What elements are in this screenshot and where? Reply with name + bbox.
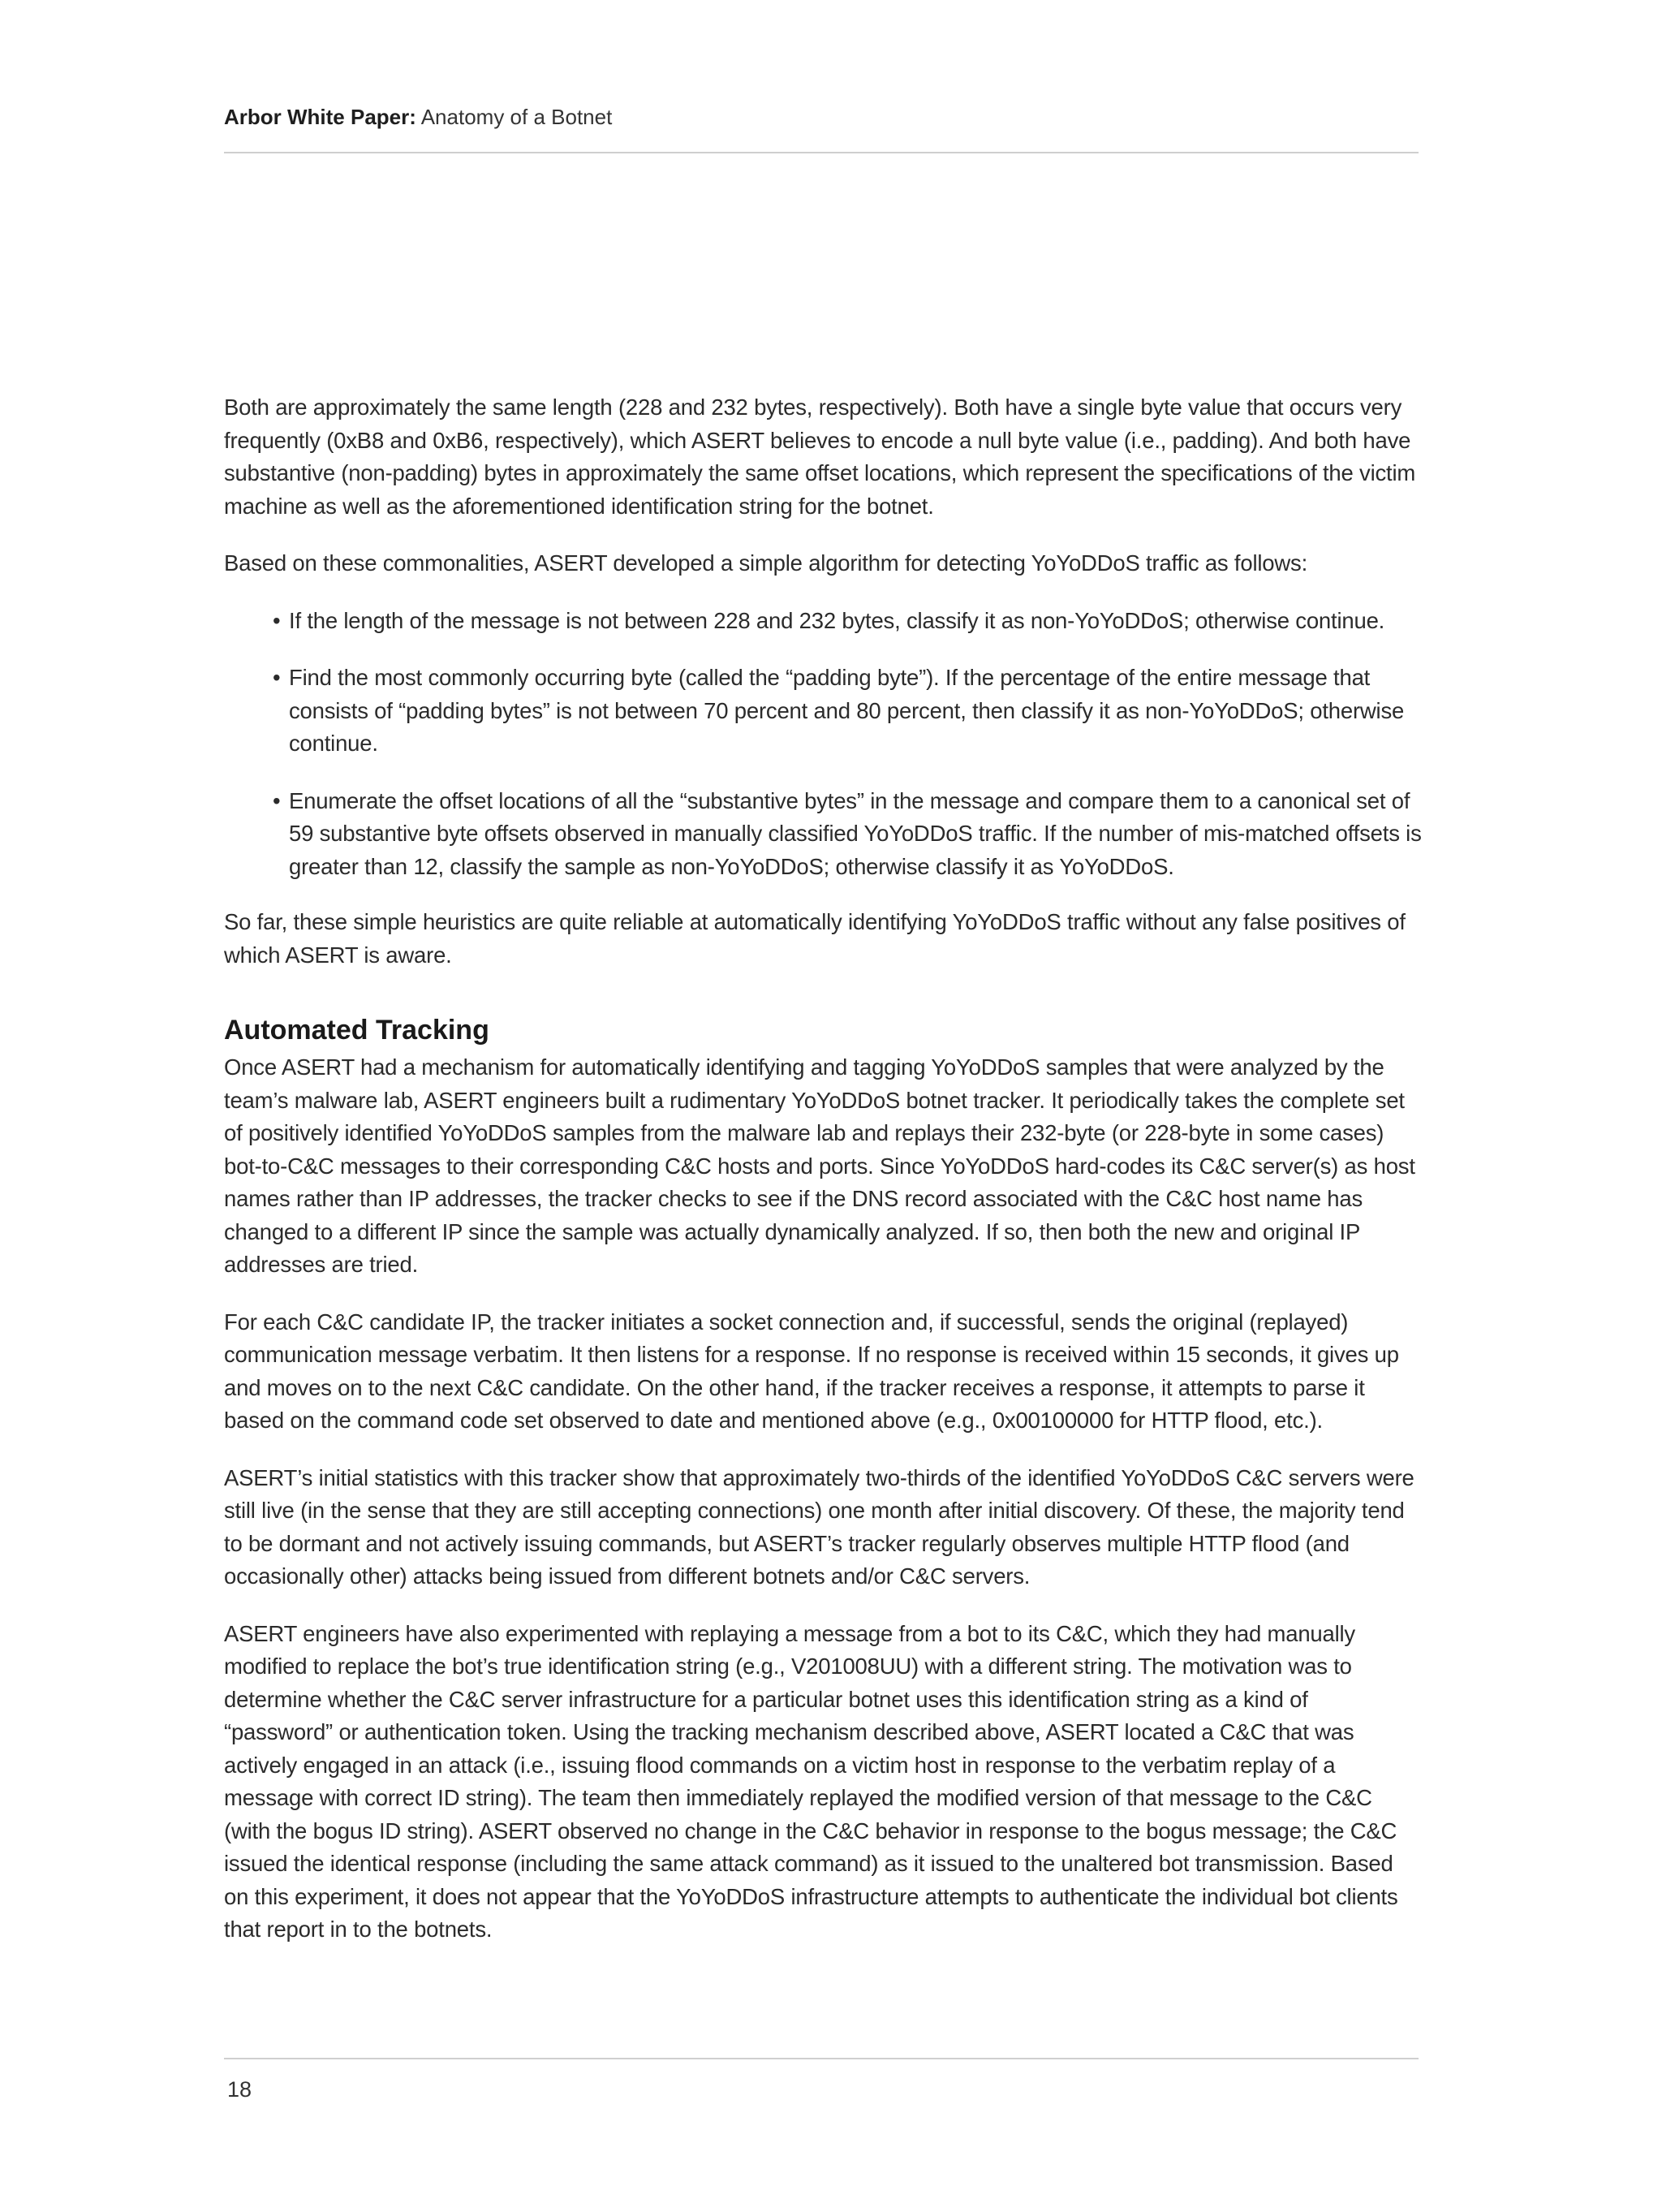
- paragraph: For each C&C candidate IP, the tracker initiates a socket connection and, if successful, sends the original (replayed) communication message verbatim. It then listens for a response. If no response is received within 15 seconds, it gives up and moves on to the next C&C candidate. On the other hand, if the tracker receives a response, it attempts to parse it based on the command code set observed to date and mentioned above (e.g., 0x00100000 for HTTP flood, etc.).: [224, 1309, 1399, 1433]
- paragraph: Based on these commonalities, ASERT developed a simple algorithm for detecting YoYoDDoS traffic as follows:: [224, 550, 1308, 576]
- list-item-text: Find the most commonly occurring byte (called the “padding byte”). If the percentage of the entire message that consists of “padding bytes” is not between 70 percent and 80 percent, then classify it as non-YoYoDDoS; otherwise continue.: [289, 665, 1405, 756]
- bullet-marker: •: [273, 787, 281, 813]
- paragraph: Both are approximately the same length (228 and 232 bytes, respectively). Both have a single byte value that occurs very frequently (0xB8 and 0xB6, respectively), which ASERT believes to encode a null byte value (i.e., padding). And both have substantive (non-padding) bytes in approximately the same offset locations, which represent the specifications of the victim machine as well as the aforementioned identification string for the botnet.: [224, 395, 1416, 519]
- algorithm-steps-list: [224, 605, 1422, 884]
- header-title: Anatomy of a Botnet: [420, 105, 613, 129]
- paragraph: ASERT engineers have also experimented with replaying a message from a bot to its C&C, which they had manually modified to replace the bot’s true identification string (e.g., V201008UU) with a different string. The motivation was to determine whether the C&C server infrastructure for a particular botnet uses this identification string as a kind of “password” or authentication token. Using the tracking mechanism described above, ASERT located a C&C that was actively engaged in an attack (i.e., issuing flood commands on a victim host in response to the verbatim replay of a message with correct ID string). The team then immediately replayed the modified version of that message to the C&C (with the bogus ID string). ASERT observed no change in the C&C behavior in response to the bogus message; the C&C issued the identical response (including the same attack command) as it issued to the unaltered bot transmission. Based on this experiment, it does not appear that the YoYoDDoS infrastructure attempts to authenticate the individual bot clients that report in to the botnets.: [224, 1620, 1398, 1942]
- header-brand: Arbor White Paper:: [224, 105, 416, 129]
- list-item-text: If the length of the message is not between 228 and 232 bytes, classify it as non-YoYoDDoS; otherwise continue.: [289, 607, 1385, 633]
- list-item-text: Enumerate the offset locations of all the “substantive bytes” in the message and compare them to a canonical set of 59 substantive byte offsets observed in manually classified YoYoDDoS traffic. If the number of mis-matched offsets is greater than 12, classify the sample as non-YoYoDDoS; otherwise classify it as YoYoDDoS.: [289, 787, 1422, 879]
- list-item: [224, 662, 1422, 761]
- header-divider: [224, 152, 1419, 153]
- list-item: [224, 785, 1422, 884]
- page-header: [224, 104, 612, 130]
- list-item: [224, 605, 1422, 638]
- paragraph: Once ASERT had a mechanism for automatically identifying and tagging YoYoDDoS samples that were analyzed by the team’s malware lab, ASERT engineers built a rudimentary YoYoDDoS botnet tracker. It periodically takes the complete set of positively identified YoYoDDoS samples from the malware lab and replays their 232-byte (or 228-byte in some cases) bot-to-C&C messages to their corresponding C&C hosts and ports. Since YoYoDDoS hard-codes its C&C server(s) as host names rather than IP addresses, the tracker checks to see if the DNS record associated with the C&C host name has changed to a different IP since the sample was actually dynamically analyzed. If so, then both the new and original IP addresses are tried.: [224, 1054, 1415, 1277]
- bullet-marker: •: [273, 665, 281, 690]
- page-number: 18: [227, 2077, 252, 2102]
- footer-divider: [224, 2058, 1419, 2059]
- paragraph: So far, these simple heuristics are quite reliable at automatically identifying YoYoDDoS traffic without any false positives of which ASERT is aware.: [224, 909, 1406, 968]
- bullet-marker: •: [273, 607, 281, 633]
- document-body: [224, 391, 1422, 1971]
- section-heading: Automated Tracking: [224, 1015, 489, 1046]
- paragraph: ASERT’s initial statistics with this tracker show that approximately two-thirds of the identified YoYoDDoS C&C servers were still live (in the sense that they are still accepting connections) one month after initial discovery. Of these, the majority tend to be dormant and not actively issuing commands, but ASERT’s tracker regularly observes multiple HTTP flood (and occasionally other) attacks being issued from different botnets and/or C&C servers.: [224, 1464, 1414, 1589]
